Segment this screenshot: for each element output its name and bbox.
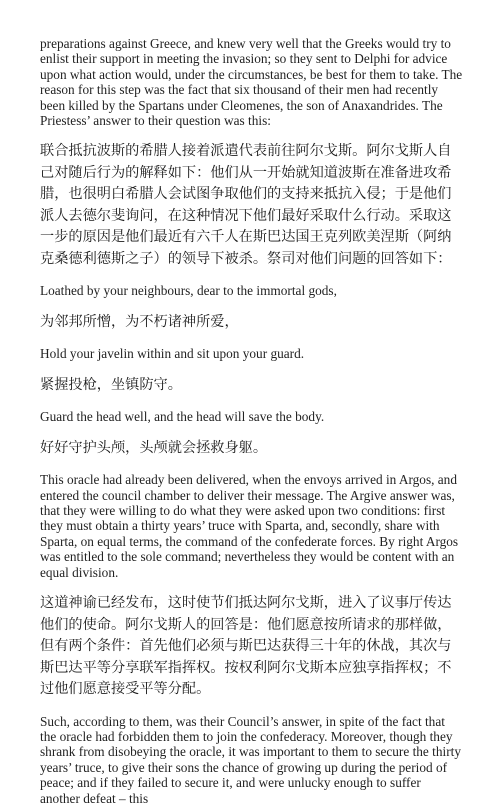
paragraph-en-5: This oracle had already been delivered, when the envoys arrived in Argos, and entered the council chamber to deliver their message. The Argive answer was, that they were willing to do what they were asked upon two conditions: first they must obtain a thirty years’ truce with Sparta, and, secondly, share with Sparta, on equal terms, the command of the confederate forces. By right Argos was entitled to the sole command; nevertheless they would be content with an equal division. xyxy=(40,472,459,580)
paragraph-zh-4: 好好守护头颅，头颅就会拯救身躯。 xyxy=(40,439,268,456)
paragraph-en-4: Guard the head well, and the head will save the body. xyxy=(40,409,325,425)
paragraph-zh-5: 这道神谕已经发布，这时使节们抵达阿尔戈斯，进入了议事厅传达他们的使命。阿尔戈斯人的回答是：他们愿意按所请求的那样做，但有两个条件：首先他们必须与斯巴达获得三十年的休战，其次与斯巴达平等分享联军指挥权。按权利阿尔戈斯本应独享指挥权；不过他们愿意接受平等分配。 xyxy=(40,595,452,697)
paragraph-en-2: Loathed by your neighbours, dear to the immortal gods, xyxy=(40,283,337,299)
paragraph-zh-3: 紧握投枪，坐镇防守。 xyxy=(40,376,182,393)
paragraph-en-1: preparations against Greece, and knew very well that the Greeks would try to enlist their support in meeting the invasion; so they sent to Delphi for advice upon what action would, under the circumstances, be best for them to take. The reason for this step was the fact that six thousand of their men had recently been killed by the Spartans under Cleomenes, the son of Anaxandrides. The Priestess’ answer to their question was this: xyxy=(40,36,463,129)
document-page xyxy=(40,0,463,806)
paragraph-zh-1: 联合抵抗波斯的希腊人接着派遣代表前往阿尔戈斯。阿尔戈斯人自己对随后行为的解释如下：他们从一开始就知道波斯在准备进攻希腊，也很明白希腊人会试图争取他们的支持来抵抗入侵；于是他们派人去德尔斐询问，在这种情况下他们最好采取什么行动。采取这一步的原因是他们最近有六千人在斯巴达国王克列欧美涅斯（阿纳克桑德利德斯之子）的领导下被杀。祭司对他们问题的回答如下： xyxy=(40,143,452,267)
paragraph-en-6: Such, according to them, was their Council’s answer, in spite of the fact that the oracle had forbidden them to join the confederacy. Moreover, though they shrank from disobeying the oracle, it was important to them to secure the thirty years’ truce, to give their sons the chance of growing up during the period of peace; and if they failed to secure it, and were unlucky enough to suffer another defeat – this xyxy=(40,713,461,806)
paragraph-zh-2: 为邻邦所憎，为不朽诸神所爱， xyxy=(40,313,239,330)
paragraph-en-3: Hold your javelin within and sit upon your guard. xyxy=(40,346,305,362)
